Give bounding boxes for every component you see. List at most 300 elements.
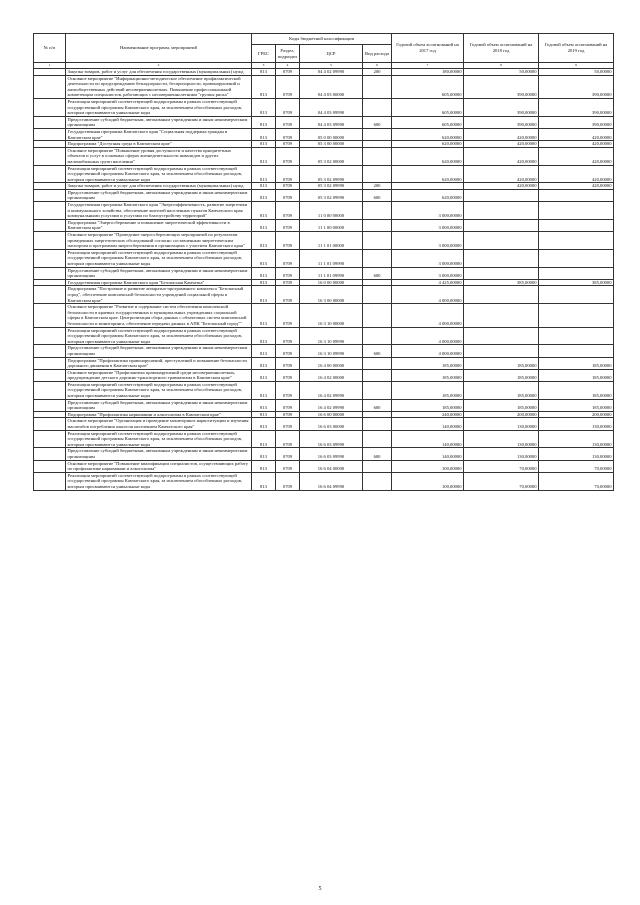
cell-grbs: 813 — [252, 267, 276, 279]
cell-csr: 16 6 04 09990 — [300, 472, 363, 490]
cell-amount-2019: 420,00000 — [539, 183, 614, 190]
cell-amount-2019: 185,00000 — [539, 369, 614, 381]
cell-section: 0709 — [276, 369, 300, 381]
page-number: 5 — [318, 886, 322, 892]
header-2018: Годовой объем ассигнований на 2018 год — [464, 34, 539, 63]
cell-amount-2017: 100,00000 — [392, 472, 464, 490]
cell-amount-2018: 390,00000 — [464, 75, 539, 98]
cell-grbs: 813 — [252, 147, 276, 165]
cell-amount-2019: 185,00000 — [539, 381, 614, 399]
cell-section: 0709 — [276, 267, 300, 279]
table-row — [34, 448, 614, 460]
cell-csr: 04 4 03 00000 — [300, 75, 363, 98]
cell-no — [34, 202, 66, 220]
cell-no — [34, 399, 66, 411]
cell-amount-2017: 3 000,00000 — [392, 249, 464, 267]
cell-no — [34, 304, 66, 327]
cell-name: Подпрограмма "Доступная среда в Камчатском крае" — [66, 141, 252, 148]
cell-amount-2017: 180,00000 — [392, 69, 464, 76]
cell-name: Предоставление субсидий бюджетным, автономным учреждениям и иным некоммерческим организациям — [66, 189, 252, 201]
cell-vr — [363, 411, 392, 418]
cell-section: 0709 — [276, 189, 300, 201]
cell-amount-2019: 420,00000 — [539, 128, 614, 140]
table-row — [34, 98, 614, 116]
cell-csr: 16 6 00 00000 — [300, 411, 363, 418]
cell-grbs: 813 — [252, 304, 276, 327]
cell-amount-2017: 4 000,00000 — [392, 304, 464, 327]
cell-amount-2019: 390,00000 — [539, 98, 614, 116]
cell-amount-2019: 420,00000 — [539, 141, 614, 148]
table-row — [34, 69, 614, 76]
table-row — [34, 472, 614, 490]
cell-amount-2018: 130,00000 — [464, 430, 539, 448]
cell-amount-2017: 4 000,00000 — [392, 345, 464, 357]
cell-vr — [363, 147, 392, 165]
cell-amount-2019 — [539, 189, 614, 201]
cell-amount-2018 — [464, 202, 539, 220]
cell-section: 0709 — [276, 279, 300, 286]
cell-csr: 05 3 02 09990 — [300, 183, 363, 190]
cell-amount-2017: 140,00000 — [392, 448, 464, 460]
cell-section: 0709 — [276, 69, 300, 76]
cell-section: 0709 — [276, 304, 300, 327]
cell-grbs: 813 — [252, 472, 276, 490]
cell-csr: 11 0 00 00000 — [300, 202, 363, 220]
cell-amount-2018 — [464, 249, 539, 267]
header-section: Раздел, подраздел — [276, 45, 300, 63]
cell-amount-2017: 100,00000 — [392, 460, 464, 472]
cell-section: 0709 — [276, 327, 300, 345]
budget-table-sheet — [33, 33, 613, 491]
cell-name: Основное мероприятие "Информационно-методическое обеспечение профилактической деятельности по предупреждению безнадзорности, беспризорности, правонарушений и антиобщественных действий несовершеннолетних. Повышение профессиональной компетенции специалистов, работающих с несовершеннолетними "группы риска" — [66, 75, 252, 98]
cell-amount-2017: 140,00000 — [392, 418, 464, 430]
cell-name: Предоставление субсидий бюджетным, автономным учреждениям и иным некоммерческим организациям — [66, 345, 252, 357]
cell-csr: 05 3 02 09990 — [300, 189, 363, 201]
header-vr: Вид расхода — [363, 45, 392, 63]
cell-csr: 16 6 03 09990 — [300, 448, 363, 460]
cell-amount-2018 — [464, 189, 539, 201]
cell-amount-2019: 420,00000 — [539, 165, 614, 183]
cell-section: 0709 — [276, 286, 300, 304]
cell-grbs: 813 — [252, 202, 276, 220]
cell-name: Реализация мероприятий соответствующей подпрограммы в рамках соответствующей государственной программы Камчатского края, за исключением обособленных расходов, которым присваиваются уникальные коды — [66, 165, 252, 183]
header-index-cell: 2 — [66, 63, 252, 69]
cell-amount-2018: 420,00000 — [464, 147, 539, 165]
cell-amount-2018 — [464, 232, 539, 250]
cell-amount-2019: 185,00000 — [539, 357, 614, 369]
cell-no — [34, 147, 66, 165]
table-row — [34, 189, 614, 201]
cell-amount-2019: 50,00000 — [539, 69, 614, 76]
cell-vr: 600 — [363, 189, 392, 201]
cell-vr — [363, 98, 392, 116]
cell-csr: 05 3 02 09990 — [300, 165, 363, 183]
cell-amount-2018: 185,00000 — [464, 369, 539, 381]
cell-grbs: 813 — [252, 369, 276, 381]
cell-section: 0709 — [276, 165, 300, 183]
cell-grbs: 813 — [252, 183, 276, 190]
cell-grbs: 813 — [252, 460, 276, 472]
cell-amount-2017: 4 425,00000 — [392, 279, 464, 286]
cell-no — [34, 418, 66, 430]
cell-amount-2017: 620,00000 — [392, 189, 464, 201]
table-row — [34, 75, 614, 98]
cell-amount-2018: 200,00000 — [464, 411, 539, 418]
cell-vr — [363, 430, 392, 448]
header-index-cell: 4 — [276, 63, 300, 69]
cell-vr: 200 — [363, 69, 392, 76]
cell-vr — [363, 249, 392, 267]
cell-grbs: 813 — [252, 411, 276, 418]
cell-section: 0709 — [276, 232, 300, 250]
cell-amount-2018: 420,00000 — [464, 128, 539, 140]
header-grbs: ГРБС — [252, 45, 276, 63]
cell-amount-2018: 130,00000 — [464, 418, 539, 430]
cell-amount-2018 — [464, 267, 539, 279]
cell-section: 0709 — [276, 418, 300, 430]
budget-table — [33, 33, 614, 491]
cell-no — [34, 327, 66, 345]
cell-no — [34, 141, 66, 148]
cell-vr — [363, 128, 392, 140]
cell-section: 0709 — [276, 472, 300, 490]
cell-csr: 11 1 01 00000 — [300, 232, 363, 250]
cell-csr: 11 1 00 00000 — [300, 219, 363, 231]
table-row — [34, 418, 614, 430]
header-codes-group: Коды бюджетной классификации — [252, 34, 392, 45]
cell-csr: 16 6 04 00000 — [300, 460, 363, 472]
cell-csr: 04 4 03 09990 — [300, 116, 363, 128]
cell-amount-2017: 3 000,00000 — [392, 202, 464, 220]
cell-name: Основное мероприятие "Развитие и содержание систем обеспечения комплексной безопасности в краевых государственных и муниципальных учреждениях социальной сферы в Камчатском крае. Центрилизация сбора данных с объектовых систем комплексной безопасности и мониторинга, обеспечение передачи данных в АПК "Безопасный город"" — [66, 304, 252, 327]
cell-grbs: 813 — [252, 381, 276, 399]
cell-vr: 600 — [363, 448, 392, 460]
cell-amount-2018 — [464, 345, 539, 357]
cell-amount-2018 — [464, 304, 539, 327]
cell-csr: 11 1 01 09990 — [300, 249, 363, 267]
header-no: № п/п — [34, 34, 66, 63]
cell-grbs: 813 — [252, 98, 276, 116]
cell-section: 0709 — [276, 75, 300, 98]
cell-amount-2019: 70,00000 — [539, 472, 614, 490]
cell-name: Основное мероприятие "Повышение уровня доступности и качества приоритетных объектов и услуг в основных сферах жизнедеятельности инвалидов и других маломобильных групп населения" — [66, 147, 252, 165]
table-row — [34, 165, 614, 183]
cell-section: 0709 — [276, 183, 300, 190]
cell-amount-2018: 385,00000 — [464, 279, 539, 286]
cell-csr: 11 1 01 09990 — [300, 267, 363, 279]
cell-vr — [363, 232, 392, 250]
cell-csr: 16 3 00 00000 — [300, 286, 363, 304]
table-header — [34, 34, 614, 69]
cell-csr: 16 4 02 00000 — [300, 369, 363, 381]
cell-amount-2018: 390,00000 — [464, 98, 539, 116]
cell-amount-2019 — [539, 267, 614, 279]
cell-amount-2018: 390,00000 — [464, 116, 539, 128]
cell-amount-2017: 185,00000 — [392, 357, 464, 369]
cell-section: 0709 — [276, 411, 300, 418]
header-name: Наименование программ, мероприятий — [66, 34, 252, 63]
cell-section: 0709 — [276, 116, 300, 128]
cell-grbs: 813 — [252, 219, 276, 231]
cell-amount-2018: 420,00000 — [464, 165, 539, 183]
cell-grbs: 813 — [252, 141, 276, 148]
cell-no — [34, 286, 66, 304]
cell-amount-2018 — [464, 219, 539, 231]
cell-amount-2017: 620,00000 — [392, 165, 464, 183]
cell-amount-2018: 420,00000 — [464, 183, 539, 190]
cell-amount-2019 — [539, 232, 614, 250]
cell-csr: 16 6 03 00000 — [300, 418, 363, 430]
cell-grbs: 813 — [252, 327, 276, 345]
cell-amount-2017 — [392, 183, 464, 190]
cell-no — [34, 189, 66, 201]
cell-amount-2019: 420,00000 — [539, 147, 614, 165]
table-row — [34, 411, 614, 418]
cell-section: 0709 — [276, 357, 300, 369]
table-row — [34, 116, 614, 128]
header-index-cell: 3 — [252, 63, 276, 69]
cell-amount-2019: 130,00000 — [539, 448, 614, 460]
cell-amount-2017: 240,00000 — [392, 411, 464, 418]
cell-name: Реализация мероприятий соответствующей подпрограммы в рамках соответствующей государственной программы Камчатского края, за исключением обособленных расходов, которым присваиваются уникальные коды — [66, 472, 252, 490]
cell-grbs: 813 — [252, 75, 276, 98]
cell-vr — [363, 304, 392, 327]
cell-no — [34, 128, 66, 140]
cell-amount-2019 — [539, 327, 614, 345]
cell-name: Подпрограмма "Построение и развитие аппаратно-программного комплекса "Безопасный город", обеспечение комплексной безопасности учреждений социальной сферы в Камчатском крае" — [66, 286, 252, 304]
cell-grbs: 813 — [252, 418, 276, 430]
cell-csr: 16 4 02 09990 — [300, 381, 363, 399]
cell-csr: 16 0 00 00000 — [300, 279, 363, 286]
header-2017: Годовой объем ассигнований на 2017 год — [392, 34, 464, 63]
cell-csr: 05 0 00 00000 — [300, 128, 363, 140]
cell-name: Подпрограмма "Профилактика правонарушений, преступлений и повышение безопасности дорожного движения в Камчатском крае" — [66, 357, 252, 369]
cell-amount-2017: 4 000,00000 — [392, 286, 464, 304]
table-row — [34, 304, 614, 327]
cell-amount-2019: 200,00000 — [539, 411, 614, 418]
cell-csr: 04 4 03 09990 — [300, 98, 363, 116]
table-row — [34, 345, 614, 357]
cell-no — [34, 411, 66, 418]
cell-no — [34, 69, 66, 76]
cell-name: Государственная программа Камчатского края "Безопасная Камчатка" — [66, 279, 252, 286]
cell-vr: 600 — [363, 399, 392, 411]
table-row — [34, 357, 614, 369]
cell-csr: 05 3 00 00000 — [300, 141, 363, 148]
cell-vr — [363, 357, 392, 369]
cell-no — [34, 381, 66, 399]
cell-vr — [363, 327, 392, 345]
cell-amount-2017: 185,00000 — [392, 381, 464, 399]
cell-vr — [363, 202, 392, 220]
cell-amount-2019 — [539, 219, 614, 231]
cell-section: 0709 — [276, 460, 300, 472]
cell-name: Реализация мероприятий соответствующей подпрограммы в рамках соответствующей государственной программы Камчатского края, за исключением обособленных расходов, которым присваиваются уникальные коды — [66, 381, 252, 399]
cell-section: 0709 — [276, 399, 300, 411]
cell-name: Подпрограмма "Профилактика наркомании и алкоголизма в Камчатском крае" — [66, 411, 252, 418]
cell-vr — [363, 219, 392, 231]
cell-amount-2017: 185,00000 — [392, 369, 464, 381]
cell-section: 0709 — [276, 345, 300, 357]
table-row — [34, 141, 614, 148]
table-row — [34, 460, 614, 472]
cell-no — [34, 279, 66, 286]
cell-amount-2018: 130,00000 — [464, 448, 539, 460]
cell-name: Реализация мероприятий соответствующей подпрограммы в рамках соответствующей государственной программы Камчатского края, за исключением обособленных расходов, которым присваиваются уникальные коды — [66, 98, 252, 116]
header-index-cell: 6 — [363, 63, 392, 69]
cell-no — [34, 75, 66, 98]
cell-csr: 16 6 03 09990 — [300, 430, 363, 448]
cell-section: 0709 — [276, 202, 300, 220]
header-2019: Годовой объем ассигнований на 2019 год — [539, 34, 614, 63]
table-row — [34, 267, 614, 279]
header-index-cell: 5 — [300, 63, 363, 69]
table-row — [34, 232, 614, 250]
cell-no — [34, 116, 66, 128]
cell-vr: 600 — [363, 345, 392, 357]
cell-grbs: 813 — [252, 430, 276, 448]
cell-vr — [363, 381, 392, 399]
table-row — [34, 279, 614, 286]
cell-amount-2018: 185,00000 — [464, 381, 539, 399]
cell-grbs: 813 — [252, 286, 276, 304]
cell-no — [34, 165, 66, 183]
table-row — [34, 202, 614, 220]
table-row — [34, 327, 614, 345]
table-row — [34, 399, 614, 411]
cell-amount-2019: 130,00000 — [539, 418, 614, 430]
cell-amount-2019: 185,00000 — [539, 399, 614, 411]
cell-no — [34, 98, 66, 116]
cell-amount-2017: 3 000,00000 — [392, 267, 464, 279]
cell-amount-2018: 70,00000 — [464, 472, 539, 490]
cell-amount-2019: 390,00000 — [539, 116, 614, 128]
cell-no — [34, 472, 66, 490]
cell-vr — [363, 75, 392, 98]
cell-no — [34, 369, 66, 381]
cell-section: 0709 — [276, 249, 300, 267]
cell-amount-2017: 620,00000 — [392, 147, 464, 165]
header-index-cell: 8 — [464, 63, 539, 69]
cell-name: Предоставление субсидий бюджетным, автономным учреждениям и иным некоммерческим организациям — [66, 116, 252, 128]
cell-grbs: 813 — [252, 165, 276, 183]
cell-name: Реализация мероприятий соответствующей подпрограммы в рамках соответствующей государственной программы Камчатского края, за исключением обособленных расходов, которым присваиваются уникальные коды — [66, 249, 252, 267]
table-row — [34, 147, 614, 165]
cell-vr — [363, 165, 392, 183]
cell-name: Закупка товаров, работ и услуг для обеспечения государственных (муниципальных) нужд — [66, 69, 252, 76]
cell-amount-2017: 620,00000 — [392, 128, 464, 140]
header-csr: ЦСР — [300, 45, 363, 63]
cell-amount-2017: 605,00000 — [392, 75, 464, 98]
cell-name: Закупка товаров, работ и услуг для обеспечения государственных (муниципальных) нужд — [66, 183, 252, 190]
cell-vr — [363, 369, 392, 381]
cell-name: Подпрограмма "Энергосбережение и повышение энергетической эффективности в Камчатском крае" — [66, 219, 252, 231]
cell-name: Предоставление субсидий бюджетным, автономным учреждениям и иным некоммерческим организациям — [66, 399, 252, 411]
cell-grbs: 813 — [252, 232, 276, 250]
cell-name: Предоставление субсидий бюджетным, автономным учреждениям и иным некоммерческим организациям — [66, 448, 252, 460]
cell-vr — [363, 460, 392, 472]
cell-amount-2018 — [464, 327, 539, 345]
cell-amount-2019 — [539, 249, 614, 267]
cell-amount-2018: 420,00000 — [464, 141, 539, 148]
cell-amount-2019 — [539, 345, 614, 357]
cell-vr: 600 — [363, 267, 392, 279]
cell-vr: 200 — [363, 183, 392, 190]
cell-vr — [363, 418, 392, 430]
cell-name: Реализация мероприятий соответствующей подпрограммы в рамках соответствующей государственной программы Камчатского края, за исключением обособленных расходов, которым присваиваются уникальные коды — [66, 430, 252, 448]
cell-name: Предоставление субсидий бюджетным, автономным учреждениям и иным некоммерческим организациям — [66, 267, 252, 279]
cell-no — [34, 345, 66, 357]
table-row — [34, 249, 614, 267]
cell-vr — [363, 279, 392, 286]
cell-name: Государственная программа Камчатского края "Социальная поддержка граждан в Камчатском крае" — [66, 128, 252, 140]
table-row — [34, 219, 614, 231]
cell-no — [34, 448, 66, 460]
cell-amount-2017: 605,00000 — [392, 116, 464, 128]
cell-no — [34, 232, 66, 250]
cell-grbs: 813 — [252, 399, 276, 411]
cell-section: 0709 — [276, 128, 300, 140]
cell-section: 0709 — [276, 141, 300, 148]
cell-section: 0709 — [276, 430, 300, 448]
cell-amount-2019: 70,00000 — [539, 460, 614, 472]
cell-section: 0709 — [276, 381, 300, 399]
cell-csr: 16 3 10 09990 — [300, 345, 363, 357]
cell-amount-2019: 390,00000 — [539, 75, 614, 98]
table-row — [34, 430, 614, 448]
cell-grbs: 813 — [252, 279, 276, 286]
cell-vr — [363, 141, 392, 148]
cell-csr: 16 4 02 09990 — [300, 399, 363, 411]
cell-vr: 600 — [363, 116, 392, 128]
header-index-cell: 9 — [539, 63, 614, 69]
cell-no — [34, 267, 66, 279]
cell-grbs: 813 — [252, 69, 276, 76]
cell-grbs: 813 — [252, 249, 276, 267]
cell-amount-2018 — [464, 286, 539, 304]
cell-csr: 16 4 00 00000 — [300, 357, 363, 369]
cell-name: Основное мероприятие "Профилактика правонарушений среди несовершеннолетних, предупреждение детского дорожно-транспортного травматизма в Камчатском крае" — [66, 369, 252, 381]
cell-no — [34, 183, 66, 190]
cell-csr: 16 3 10 09990 — [300, 327, 363, 345]
cell-no — [34, 219, 66, 231]
cell-amount-2019 — [539, 286, 614, 304]
cell-section: 0709 — [276, 448, 300, 460]
cell-amount-2019 — [539, 202, 614, 220]
cell-no — [34, 460, 66, 472]
cell-name: Основное мероприятие "Повышение квалификации специалистов, осуществляющих работу по профилактике наркомании и алкоголизма" — [66, 460, 252, 472]
cell-section: 0709 — [276, 147, 300, 165]
cell-no — [34, 430, 66, 448]
cell-grbs: 813 — [252, 189, 276, 201]
cell-vr — [363, 472, 392, 490]
cell-amount-2017: 140,00000 — [392, 430, 464, 448]
cell-grbs: 813 — [252, 345, 276, 357]
cell-amount-2019 — [539, 304, 614, 327]
cell-amount-2017: 3 000,00000 — [392, 232, 464, 250]
cell-no — [34, 249, 66, 267]
table-row — [34, 286, 614, 304]
cell-amount-2019: 385,00000 — [539, 279, 614, 286]
cell-section: 0709 — [276, 98, 300, 116]
cell-no — [34, 357, 66, 369]
table-row — [34, 183, 614, 190]
cell-amount-2018: 70,00000 — [464, 460, 539, 472]
cell-amount-2017: 620,00000 — [392, 141, 464, 148]
cell-csr: 05 3 02 00000 — [300, 147, 363, 165]
cell-amount-2017: 605,00000 — [392, 98, 464, 116]
cell-amount-2017: 4 000,00000 — [392, 327, 464, 345]
